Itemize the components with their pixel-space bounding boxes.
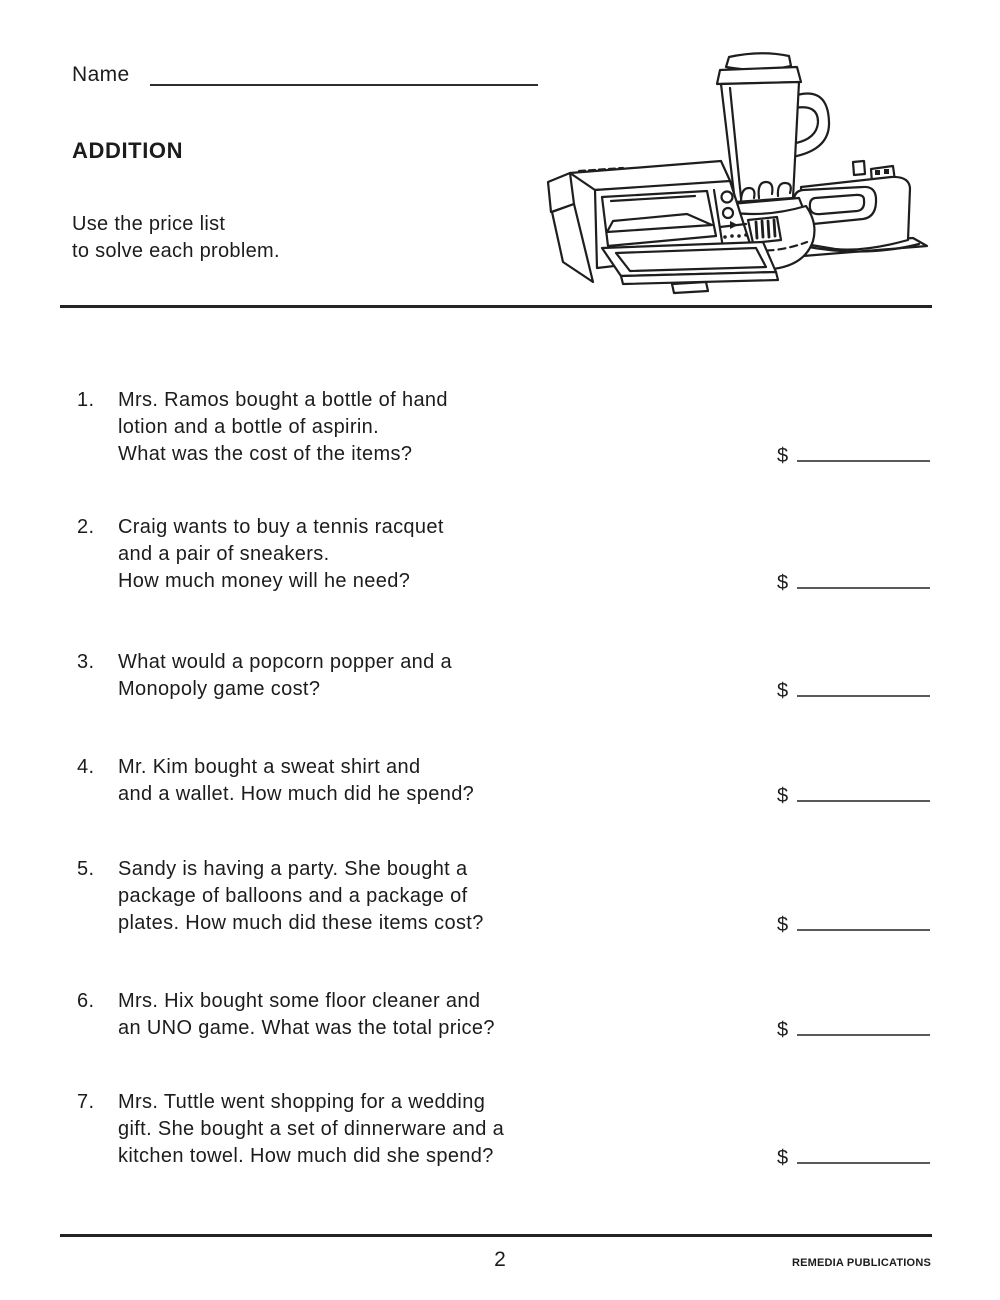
problem-text-line: gift. She bought a set of dinnerware and a: [118, 1118, 505, 1140]
problem-text-line: Mr. Kim bought a sweat shirt and: [118, 756, 421, 778]
problem-text-line: and a pair of sneakers.: [118, 543, 330, 565]
problem-item: [77, 856, 484, 937]
footer-divider: [60, 1234, 932, 1237]
dollar-sign: $: [777, 785, 789, 807]
problem-text: [118, 1089, 504, 1170]
blank-line: [797, 1012, 930, 1036]
dollar-sign: $: [777, 445, 789, 467]
answer-blank: [777, 778, 930, 810]
instructions-line: to solve each problem.: [72, 240, 280, 262]
problem-text-line: kitchen towel. How much did she spend?: [118, 1145, 494, 1167]
problem-text-line: Mrs. Hix bought some floor cleaner and: [118, 990, 481, 1012]
problem-text: [118, 988, 495, 1042]
page-number: 2: [494, 1248, 506, 1271]
problem-item: [77, 988, 495, 1042]
problem-text-line: What would a popcorn popper and a: [118, 651, 452, 673]
answer-blank: [777, 565, 930, 597]
problem-text-line: Mrs. Tuttle went shopping for a wedding: [118, 1091, 486, 1113]
problem-text-line: lotion and a bottle of aspirin.: [118, 416, 380, 438]
problem-text-line: package of balloons and a package of: [118, 885, 468, 907]
blank-line: [797, 907, 930, 931]
problem-text-line: Sandy is having a party. She bought a: [118, 858, 468, 880]
name-blank-line: [150, 62, 538, 86]
problem-text: [118, 754, 474, 808]
blank-line: [797, 438, 930, 462]
section-divider: [60, 305, 932, 308]
blank-line: [797, 778, 930, 802]
name-label: Name: [72, 63, 130, 86]
instructions: [72, 211, 280, 265]
problem-text-line: Mrs. Ramos bought a bottle of hand: [118, 389, 448, 411]
worksheet-title: ADDITION: [72, 138, 184, 163]
problem-text-line: and a wallet. How much did he spend?: [118, 783, 475, 805]
problem-item: [77, 514, 444, 595]
dollar-sign: $: [777, 914, 789, 936]
answer-blank: [777, 1140, 930, 1172]
appliances-illustration: [535, 40, 935, 300]
dollar-sign: $: [777, 1019, 789, 1041]
problem-number: 7.: [77, 1091, 95, 1113]
problem-number: 5.: [77, 858, 95, 880]
problem-text: [118, 649, 452, 703]
problem-text: [118, 514, 444, 595]
answer-blank: [777, 907, 930, 939]
problem-text-line: Monopoly game cost?: [118, 678, 321, 700]
problem-number: 4.: [77, 756, 95, 778]
problem-number: 6.: [77, 990, 95, 1012]
dollar-sign: $: [777, 572, 789, 594]
publisher-credit: REMEDIA PUBLICATIONS: [791, 1257, 931, 1269]
problem-text-line: an UNO game. What was the total price?: [118, 1017, 495, 1039]
problem-text-line: Craig wants to buy a tennis racquet: [118, 516, 444, 538]
answer-blank: [777, 438, 930, 470]
blank-line: [797, 1140, 930, 1164]
problem-number: 2.: [77, 516, 95, 538]
problem-item: [77, 387, 448, 468]
problem-item: [77, 649, 452, 703]
problem-text: [118, 387, 448, 468]
answer-blank: [777, 1012, 930, 1044]
problem-text: [118, 856, 484, 937]
answer-blank: [777, 673, 930, 705]
problem-text-line: How much money will he need?: [118, 570, 411, 592]
blank-line: [797, 673, 930, 697]
problem-item: [77, 1089, 504, 1170]
problem-text-line: What was the cost of the items?: [118, 443, 413, 465]
dollar-sign: $: [777, 680, 789, 702]
problem-item: [77, 754, 474, 808]
problem-text-line: plates. How much did these items cost?: [118, 912, 484, 934]
blank-line: [797, 565, 930, 589]
dollar-sign: $: [777, 1147, 789, 1169]
problem-number: 3.: [77, 651, 95, 673]
problem-number: 1.: [77, 389, 95, 411]
instructions-line: Use the price list: [72, 213, 226, 235]
